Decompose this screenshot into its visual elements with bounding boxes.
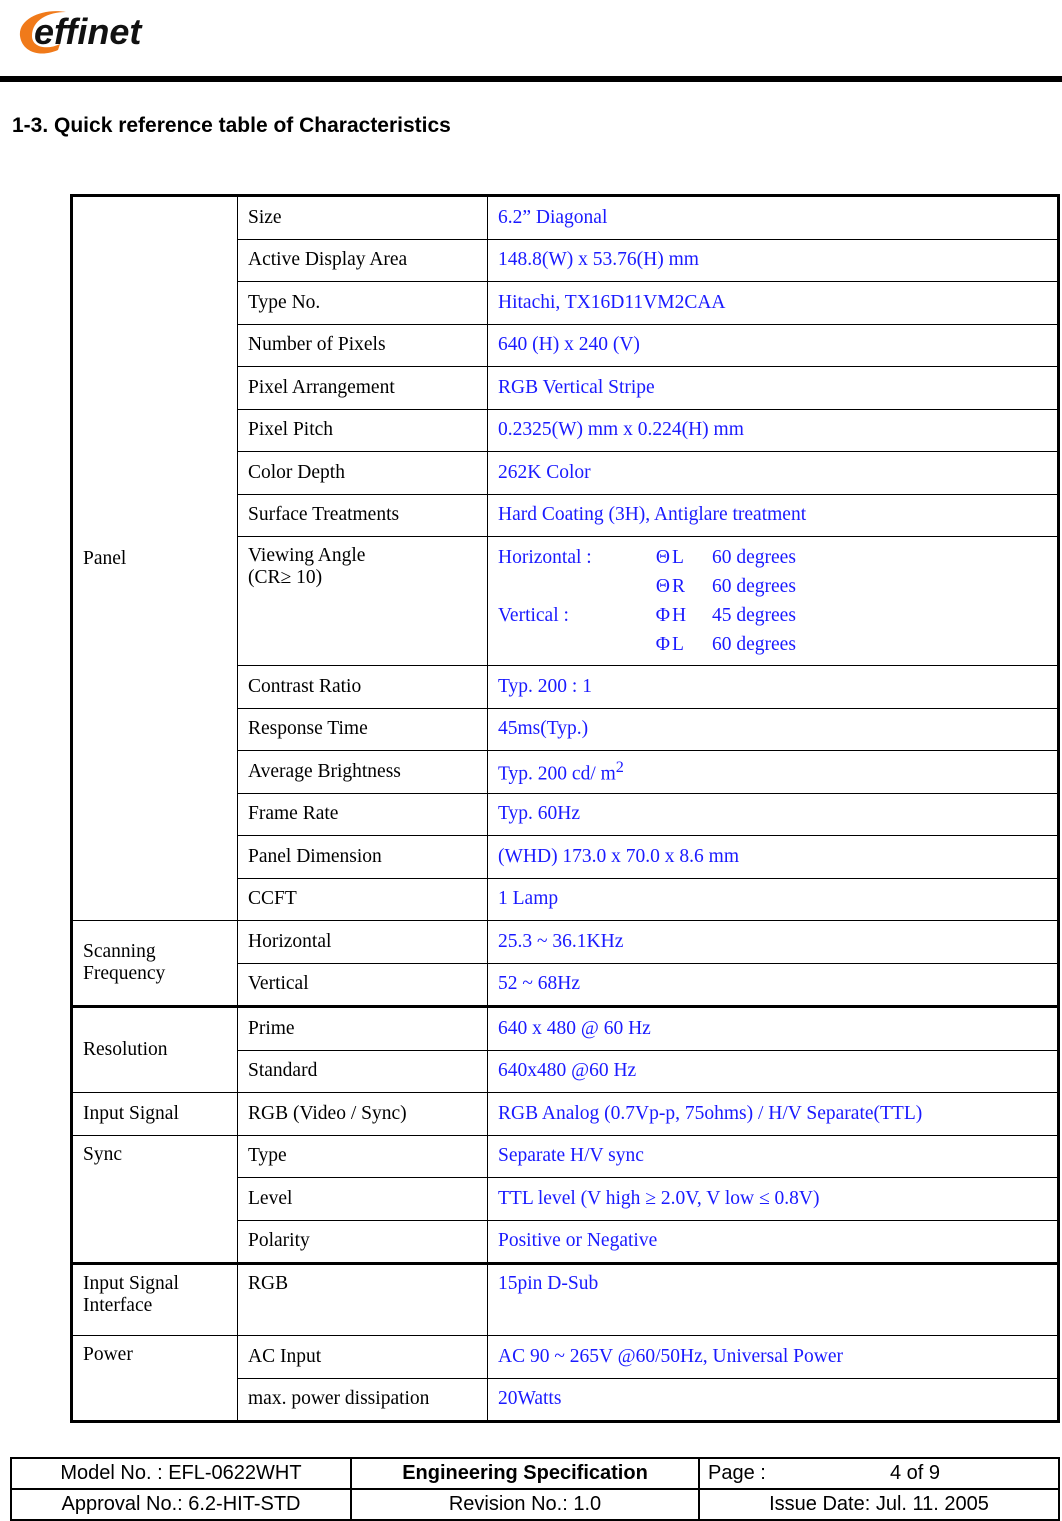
brightness-sup: 2 (615, 758, 624, 776)
angle-value: 45 degrees (712, 605, 796, 626)
row-value: RGB Vertical Stripe (488, 367, 1059, 410)
row-value: Separate H/V sync (488, 1135, 1059, 1178)
page-title: 1-3. Quick reference table of Characteristics (12, 114, 451, 137)
page-label: Page : (708, 1462, 766, 1484)
row-label: Polarity (238, 1220, 488, 1264)
angle-dir: L (672, 547, 684, 568)
row-label: Prime (238, 1007, 488, 1051)
row-value: (WHD) 173.0 x 70.0 x 8.6 mm (488, 836, 1059, 879)
table-row (72, 1336, 1059, 1379)
row-value: 640x480 @60 Hz (488, 1050, 1059, 1093)
group-input-interface: Input Signal Interface (72, 1264, 238, 1336)
angle-dir: H (672, 605, 687, 626)
row-value: Typ. 200 : 1 (488, 666, 1059, 709)
angle-value: 60 degrees (712, 576, 796, 597)
angle-dir: R (672, 576, 686, 597)
group-scanning-frequency: Scanning Frequency (72, 921, 238, 1007)
row-label: Response Time (238, 708, 488, 751)
table-row (72, 921, 1059, 964)
row-label: Type No. (238, 282, 488, 325)
row-label: Number of Pixels (238, 324, 488, 367)
characteristics-table (70, 194, 1060, 1423)
row-value: 148.8(W) x 53.76(H) mm (488, 239, 1059, 282)
row-label: Panel Dimension (238, 836, 488, 879)
row-value: Typ. 60Hz (488, 793, 1059, 836)
revision-number: Revision No.: 1.0 (351, 1489, 699, 1520)
vertical-label: Vertical : (498, 605, 569, 626)
row-label-viewing (238, 537, 488, 666)
row-label: AC Input (238, 1336, 488, 1379)
viewing-angle-value (488, 537, 1059, 666)
footer-table (10, 1457, 1060, 1521)
row-label: Type (238, 1135, 488, 1178)
row-label: Standard (238, 1050, 488, 1093)
row-label: Active Display Area (238, 239, 488, 282)
row-label: Pixel Arrangement (238, 367, 488, 410)
row-label: Average Brightness (238, 751, 488, 794)
row-value: 640 (H) x 240 (V) (488, 324, 1059, 367)
doc-type: Engineering Specification (351, 1458, 699, 1489)
row-value-brightness (488, 751, 1059, 794)
horizontal-label: Horizontal : (498, 547, 592, 568)
row-value: Positive or Negative (488, 1220, 1059, 1264)
row-label: RGB (Video / Sync) (238, 1093, 488, 1136)
page-number (699, 1458, 1059, 1489)
group-power: Power (72, 1336, 238, 1422)
brightness-value: Typ. 200 cd/ m (498, 763, 616, 785)
row-value: Hitachi, TX16D11VM2CAA (488, 282, 1059, 325)
row-value: 6.2” Diagonal (488, 196, 1059, 240)
header-rule (0, 76, 1062, 82)
table-row (72, 1264, 1059, 1336)
row-value: 262K Color (488, 452, 1059, 495)
angle-value: 60 degrees (712, 547, 796, 568)
angle-symbol: Θ (655, 547, 670, 568)
model-number: Model No. : EFL-0622WHT (11, 1458, 351, 1489)
page-value: 4 of 9 (889, 1462, 940, 1484)
angle-value: 60 degrees (712, 634, 796, 655)
row-label: Level (238, 1178, 488, 1221)
effinet-logo (14, 6, 184, 56)
row-value: 0.2325(W) mm x 0.224(H) mm (488, 409, 1059, 452)
row-label: Color Depth (238, 452, 488, 495)
group-sync: Sync (72, 1135, 238, 1264)
row-label: max. power dissipation (238, 1378, 488, 1422)
row-value: RGB Analog (0.7Vp-p, 75ohms) / H/V Separate(TTL) (488, 1093, 1059, 1136)
row-value: 25.3 ~ 36.1KHz (488, 921, 1059, 964)
angle-symbol: Φ (655, 634, 670, 655)
viewing-label: Viewing Angle (248, 545, 366, 566)
row-value: Hard Coating (3H), Antiglare treatment (488, 494, 1059, 537)
angle-symbol: Φ (655, 605, 670, 626)
table-row (72, 1135, 1059, 1178)
angle-dir: L (672, 634, 684, 655)
row-label: CCFT (238, 878, 488, 921)
table-row (72, 1093, 1059, 1136)
approval-number: Approval No.: 6.2-HIT-STD (11, 1489, 351, 1520)
angle-symbol: Θ (655, 576, 670, 597)
row-label: Frame Rate (238, 793, 488, 836)
logo-text: effinet (34, 11, 142, 52)
row-value: 52 ~ 68Hz (488, 963, 1059, 1007)
row-label: RGB (238, 1264, 488, 1336)
row-label: Horizontal (238, 921, 488, 964)
row-label: Size (238, 196, 488, 240)
row-value: 1 Lamp (488, 878, 1059, 921)
row-value: 20Watts (488, 1378, 1059, 1422)
row-label: Pixel Pitch (238, 409, 488, 452)
issue-date: Issue Date: Jul. 11. 2005 (699, 1489, 1059, 1520)
group-resolution: Resolution (72, 1007, 238, 1093)
table-row (72, 196, 1059, 240)
row-value: TTL level (V high ≥ 2.0V, V low ≤ 0.8V) (488, 1178, 1059, 1221)
table-row (72, 1007, 1059, 1051)
row-value: 640 x 480 @ 60 Hz (488, 1007, 1059, 1051)
row-value: 45ms(Typ.) (488, 708, 1059, 751)
viewing-label-cr: (CR≥ 10) (248, 567, 323, 588)
row-value: 15pin D-Sub (488, 1264, 1059, 1336)
group-input-signal: Input Signal (72, 1093, 238, 1136)
row-value: AC 90 ~ 265V @60/50Hz, Universal Power (488, 1336, 1059, 1379)
row-label: Contrast Ratio (238, 666, 488, 709)
row-label: Surface Treatments (238, 494, 488, 537)
group-panel: Panel (72, 196, 238, 921)
row-label: Vertical (238, 963, 488, 1007)
